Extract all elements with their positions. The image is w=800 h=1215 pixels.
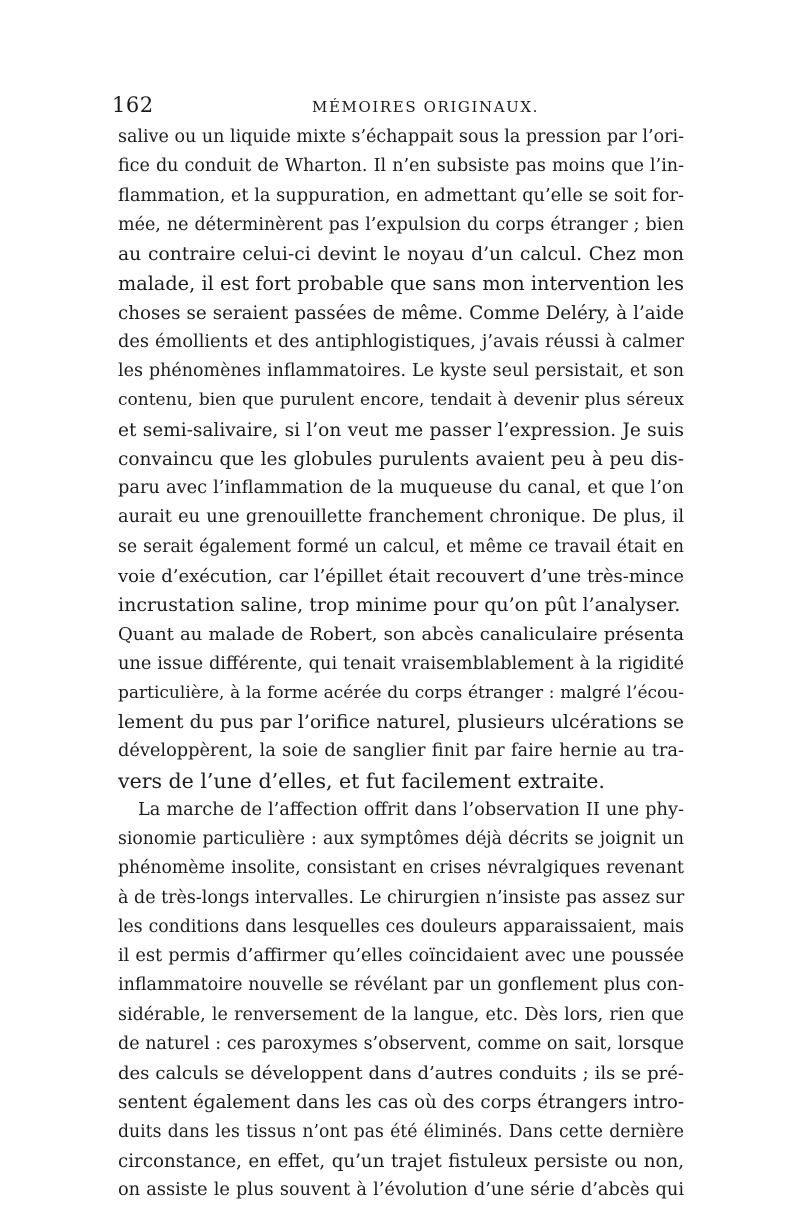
text-line: La marche de l’affection offrit dans l’observation II une phy- xyxy=(138,799,684,820)
text-line: sionomie particulière : aux symptômes déjà décrits se joignit un xyxy=(118,829,684,849)
text-line: salive ou un liquide mixte s’échappait sous la pression par l’ori- xyxy=(118,127,684,147)
text-line: aurait eu une grenouillette franchement chronique. De plus, il xyxy=(118,507,684,528)
text-line: vers de l’une d’elles, et fut facilement extraite. xyxy=(118,768,605,793)
text-line: de naturel : ces paroxymes s’observent, comme on sait, lorsque xyxy=(118,1033,684,1054)
text-line: Quant au malade de Robert, son abcès canaliculaire présenta xyxy=(118,624,684,646)
text-line: sidérable, le renversement de la langue, etc. Dès lors, rien que xyxy=(118,1004,684,1025)
text-line: au contraire celui-ci devint le noyau d’un calcul. Chez mon xyxy=(118,244,684,265)
text-line: développèrent, la soie de sanglier finit par faire hernie au tra- xyxy=(118,741,684,762)
text-line: on assiste le plus souvent à l’évolution d’une série d’abcès qui xyxy=(118,1180,684,1200)
text-line: phénomème insolite, consistant en crises névralgiques revenant xyxy=(118,858,684,879)
text-line: voie d’exécution, car l’épillet était recouvert d’une très-mince xyxy=(118,565,684,587)
text-line: les phénomènes inflammatoires. Le kyste seul persistait, et son xyxy=(118,361,684,381)
text-line: mée, ne déterminèrent pas l’expulsion du corps étranger ; bien xyxy=(118,214,684,235)
running-head: MÉMOIRES ORIGINAUX. xyxy=(312,98,540,116)
text-line: paru avec l’inflammation de la muqueuse du canal, et que l’on xyxy=(118,478,684,498)
text-line: circonstance, en effet, qu’un trajet fistuleux persiste ou non, xyxy=(118,1150,684,1172)
page-number: 162 xyxy=(112,93,154,117)
text-line: flammation, et la suppuration, en admettant qu’elle se soit for- xyxy=(118,185,684,206)
text-line: duits dans les tissus n’ont pas été éliminés. Dans cette dernière xyxy=(118,1121,684,1142)
body-text xyxy=(118,123,684,1205)
text-line: convaincu que les globules purulents avaient peu à peu dis- xyxy=(118,448,684,470)
text-line: une issue différente, qui tenait vraisemblablement à la rigidité xyxy=(118,653,684,674)
text-line: inflammatoire nouvelle se révélant par un gonflement plus con- xyxy=(118,975,684,996)
text-line: les conditions dans lesquelles ces douleurs apparaissaient, mais xyxy=(118,916,684,937)
text-line: sentent également dans les cas où des corps étrangers intro- xyxy=(118,1092,684,1114)
text-line: des émollients et des antiphlogistiques, j’avais réussi à calmer xyxy=(118,331,684,352)
text-line: des calculs se développent dans d’autres conduits ; ils se pré- xyxy=(118,1063,684,1084)
text-line: particulière, à la forme acérée du corps étranger : malgré l’écou- xyxy=(118,682,684,703)
text-line: contenu, bien que purulent encore, tendait à devenir plus séreux xyxy=(118,390,684,411)
text-line: malade, il est fort probable que sans mon intervention les xyxy=(118,272,684,296)
text-line: lement du pus par l’orifice naturel, plusieurs ulcérations se xyxy=(118,712,684,733)
text-line: incrustation saline, trop minime pour qu’on pût l’analyser. xyxy=(118,594,681,616)
text-line: et semi-salivaire, si l’on veut me passer l’expression. Je suis xyxy=(118,419,684,441)
text-line: il est permis d’affirmer qu’elles coïncidaient avec une poussée xyxy=(118,946,684,966)
text-line: se serait également formé un calcul, et même ce travail était en xyxy=(118,536,684,557)
text-line: fice du conduit de Wharton. Il n’en subsiste pas moins que l’in- xyxy=(118,156,684,177)
text-line: à de très-longs intervalles. Le chirurgien n’insiste pas assez sur xyxy=(118,887,685,908)
text-line: choses se seraient passées de même. Comme Deléry, à l’aide xyxy=(118,302,684,324)
